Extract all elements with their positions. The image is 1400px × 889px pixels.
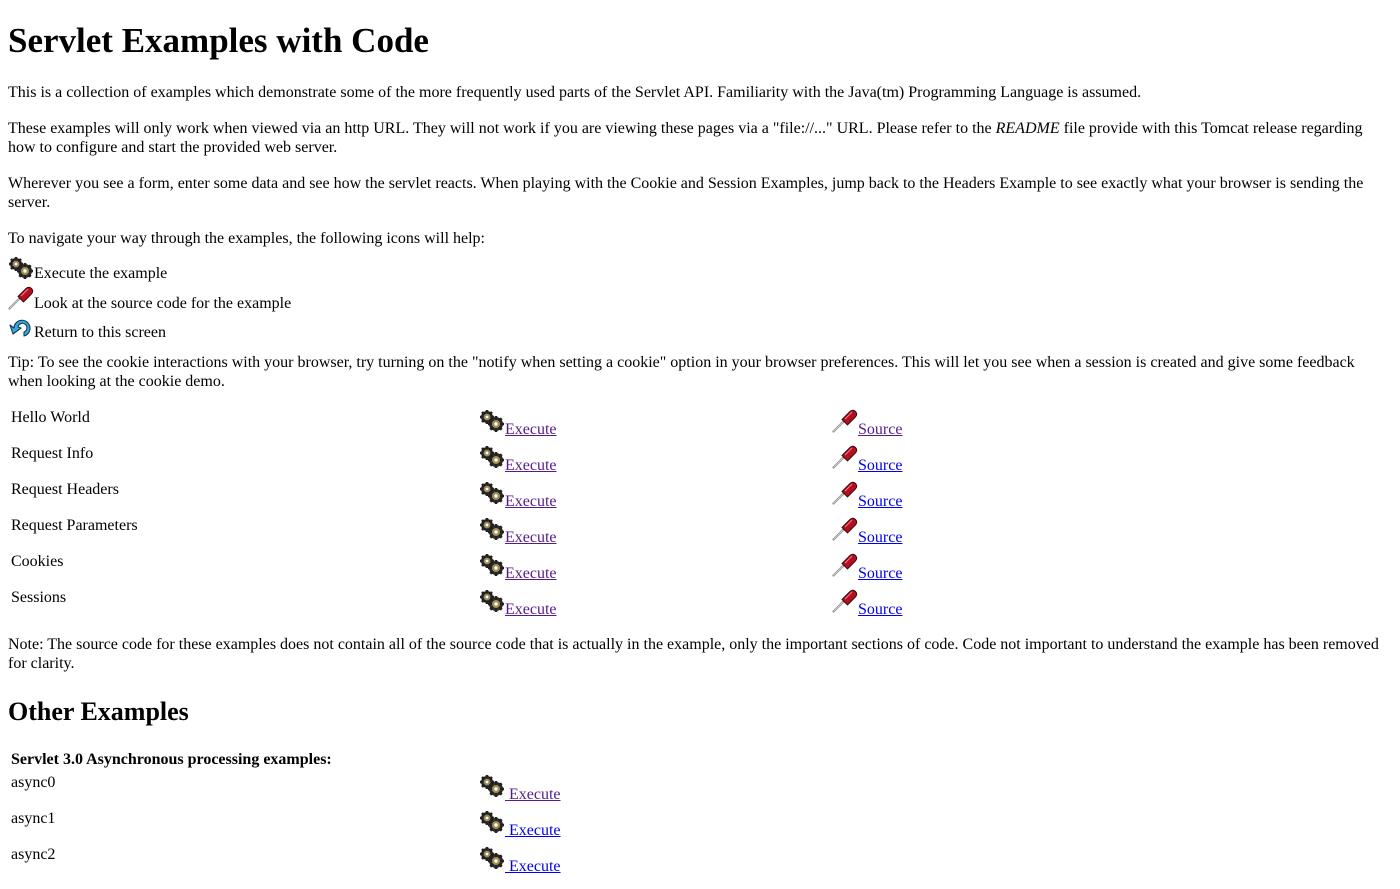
async-execute-cell (478, 808, 562, 842)
examples-table-body (10, 407, 903, 621)
legend-execute (8, 256, 1392, 286)
source-cell (831, 551, 903, 585)
execute-link[interactable] (479, 529, 557, 546)
table-row (10, 587, 903, 621)
source-code-note: Note: The source code for these examples does not contain all of the source code that is actually in the example, only the important sections of code. Code not important to understand the example has been removed for clarity. (8, 635, 1379, 672)
http-note-text-before: These examples will only work when viewed via an http URL. They will not work if you are viewing these pages via a "file://..." URL. Please refer to the (8, 120, 996, 137)
example-name: Cookies (11, 552, 64, 570)
async-table-body (10, 749, 562, 878)
page-title: Servlet Examples with Code (8, 21, 429, 60)
gears-icon (479, 846, 505, 870)
async-heading: Servlet 3.0 Asynchronous processing examples: (11, 750, 332, 768)
legend-execute-label: Execute the example (34, 265, 168, 282)
execute-cell (478, 407, 829, 441)
table-row (10, 844, 562, 878)
execute-link-label: Execute (505, 492, 557, 510)
gears-icon (479, 774, 505, 798)
async-execute-link[interactable] (479, 822, 561, 839)
source-link[interactable] (832, 493, 902, 510)
source-link[interactable] (832, 601, 902, 618)
screwdriver-icon (832, 445, 858, 469)
source-link-label: Source (858, 456, 903, 474)
navigate-note: To navigate your way through the examples, the following icons will help: (8, 230, 485, 247)
execute-link-label: Execute (505, 600, 557, 618)
source-cell (831, 443, 903, 477)
table-row (10, 515, 903, 549)
source-cell (831, 407, 903, 441)
legend-return (8, 315, 1392, 345)
async-examples-table (8, 747, 564, 880)
example-name: Hello World (11, 408, 90, 426)
source-cell (831, 587, 903, 621)
return-arrow-icon (8, 315, 34, 339)
gears-icon (479, 409, 505, 433)
async-execute-link[interactable] (479, 858, 561, 875)
execute-link-label: Execute (505, 528, 557, 546)
example-name: Request Headers (11, 480, 119, 498)
source-link-label: Source (858, 528, 903, 546)
source-link[interactable] (832, 529, 902, 546)
screwdriver-icon (832, 481, 858, 505)
execute-link-label: Execute (505, 420, 557, 438)
source-link-label: Source (858, 600, 903, 618)
screwdriver-icon (832, 409, 858, 433)
example-name: Request Parameters (11, 516, 138, 534)
async-name: async0 (11, 773, 56, 791)
async-execute-label: Execute (505, 857, 561, 875)
source-link-label: Source (858, 564, 903, 582)
source-link[interactable] (832, 565, 902, 582)
form-note: Wherever you see a form, enter some data and see how the servlet reacts. When playing with the Cookie and Session Examples, jump back to the Headers Example to see exactly what your browser is sending the server. (8, 175, 1364, 211)
execute-cell (478, 515, 829, 549)
cookie-tip: Tip: To see the cookie interactions with your browser, try turning on the "notify when setting a cookie" option in your browser preferences. This will let you see when a session is created and give some feedback when looking at the cookie demo. (8, 353, 1355, 390)
execute-link[interactable] (479, 493, 557, 510)
async-execute-link[interactable] (479, 786, 561, 803)
source-cell (831, 515, 903, 549)
gears-icon (479, 445, 505, 469)
source-cell (831, 479, 903, 513)
http-note-text-after: file provide with this Tomcat release regarding how to configure and start the provided web server. (8, 120, 1363, 156)
source-link-label: Source (858, 420, 903, 438)
screwdriver-icon (832, 553, 858, 577)
source-link[interactable] (832, 421, 902, 438)
legend-return-label: Return to this screen (34, 324, 166, 341)
gears-icon (479, 810, 505, 834)
legend-source (8, 286, 1392, 316)
page-content (0, 21, 1400, 880)
icon-legend (8, 256, 1392, 345)
execute-cell (478, 479, 829, 513)
table-row (10, 551, 903, 585)
gears-icon (479, 589, 505, 613)
async-name: async2 (11, 845, 56, 863)
execute-link-label: Execute (505, 564, 557, 582)
execute-cell (478, 587, 829, 621)
table-row (10, 407, 903, 441)
execute-link[interactable] (479, 421, 557, 438)
table-row (10, 772, 562, 806)
table-row (10, 479, 903, 513)
async-execute-cell (478, 772, 562, 806)
async-execute-cell (478, 844, 562, 878)
example-name: Sessions (11, 588, 67, 606)
legend-source-label: Look at the source code for the example (34, 294, 292, 312)
execute-cell (478, 551, 829, 585)
gears-icon (479, 517, 505, 541)
examples-table (8, 405, 905, 623)
gears-icon (479, 553, 505, 577)
async-execute-label: Execute (505, 821, 561, 839)
screwdriver-icon (832, 589, 858, 613)
other-examples-heading: Other Examples (8, 696, 189, 726)
http-url-note (8, 119, 1392, 157)
screwdriver-icon (832, 517, 858, 541)
async-execute-label: Execute (505, 785, 561, 803)
async-name: async1 (11, 809, 56, 827)
execute-link[interactable] (479, 565, 557, 582)
source-link[interactable] (832, 457, 902, 474)
execute-cell (478, 443, 829, 477)
table-row (10, 808, 562, 842)
execute-link-label: Execute (505, 456, 557, 474)
example-name: Request Info (11, 444, 94, 462)
readme-text: README (995, 120, 1060, 137)
execute-link[interactable] (479, 457, 557, 474)
table-row (10, 443, 903, 477)
gears-icon (479, 481, 505, 505)
intro-paragraph: This is a collection of examples which demonstrate some of the more frequently used parts of the Servlet API. Familiarity with the Java(tm) Programming Language is assumed. (8, 84, 1142, 101)
source-link-label: Source (858, 492, 903, 510)
screwdriver-icon (8, 286, 34, 310)
async-heading-row (10, 749, 562, 770)
execute-link[interactable] (479, 601, 557, 618)
gears-icon (8, 256, 34, 280)
